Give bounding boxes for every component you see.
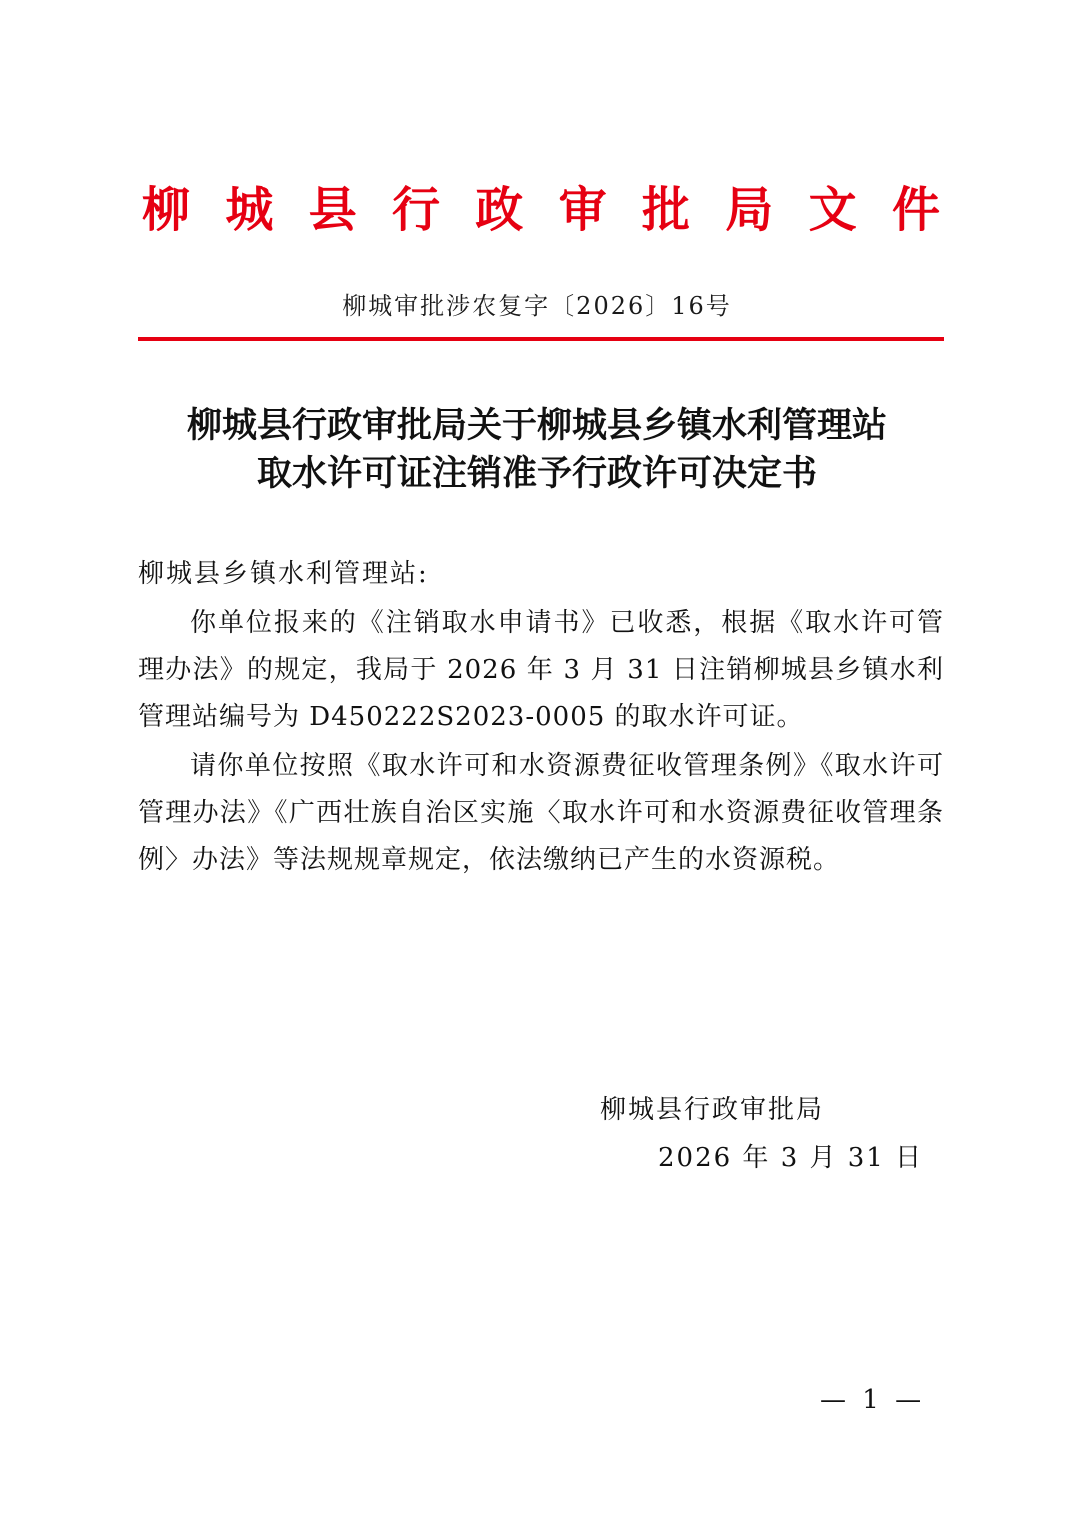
page-number: — 1 — bbox=[820, 1385, 926, 1415]
title-line-2: 取水许可证注销准予行政许可决定书 bbox=[256, 453, 817, 494]
document-header bbox=[138, 180, 944, 240]
body-paragraph-2: 请你单位按照《取水许可和水资源费征收管理条例》《取水许可管理办法》《广西壮族自治区实施〈取水许可和水资源费征收管理条例〉办法》等法规规章规定，依法缴纳已产生的水资源税。 bbox=[138, 751, 944, 875]
header-char: 县 bbox=[308, 182, 357, 238]
header-char: 局 bbox=[725, 182, 774, 238]
header-char: 审 bbox=[558, 182, 607, 238]
header-char: 柳 bbox=[141, 182, 190, 238]
title-line-1: 柳城县行政审批局关于柳城县乡镇水利管理站 bbox=[186, 405, 887, 446]
header-char: 文 bbox=[808, 182, 857, 238]
body-paragraph-1: 你单位报来的《注销取水申请书》已收悉，根据《取水许可管理办法》的规定，我局于 2026 年 3 月 31 日注销柳城县乡镇水利管理站编号为 D450222S2023-0005 的取水许可证。 bbox=[138, 608, 944, 732]
signature-date: 2026 年 3 月 31 日 bbox=[658, 1143, 924, 1173]
header-char: 政 bbox=[475, 182, 524, 238]
document-number: 柳城审批涉农复字〔2026〕16号 bbox=[342, 292, 732, 320]
header-char: 行 bbox=[391, 182, 440, 238]
header-char: 城 bbox=[225, 182, 274, 238]
addressee: 柳城县乡镇水利管理站: bbox=[138, 559, 429, 589]
signature-org: 柳城县行政审批局 bbox=[600, 1095, 825, 1125]
header-divider bbox=[138, 337, 944, 341]
document-title bbox=[0, 402, 1074, 498]
header-char: 件 bbox=[891, 182, 940, 238]
header-char: 批 bbox=[641, 182, 690, 238]
